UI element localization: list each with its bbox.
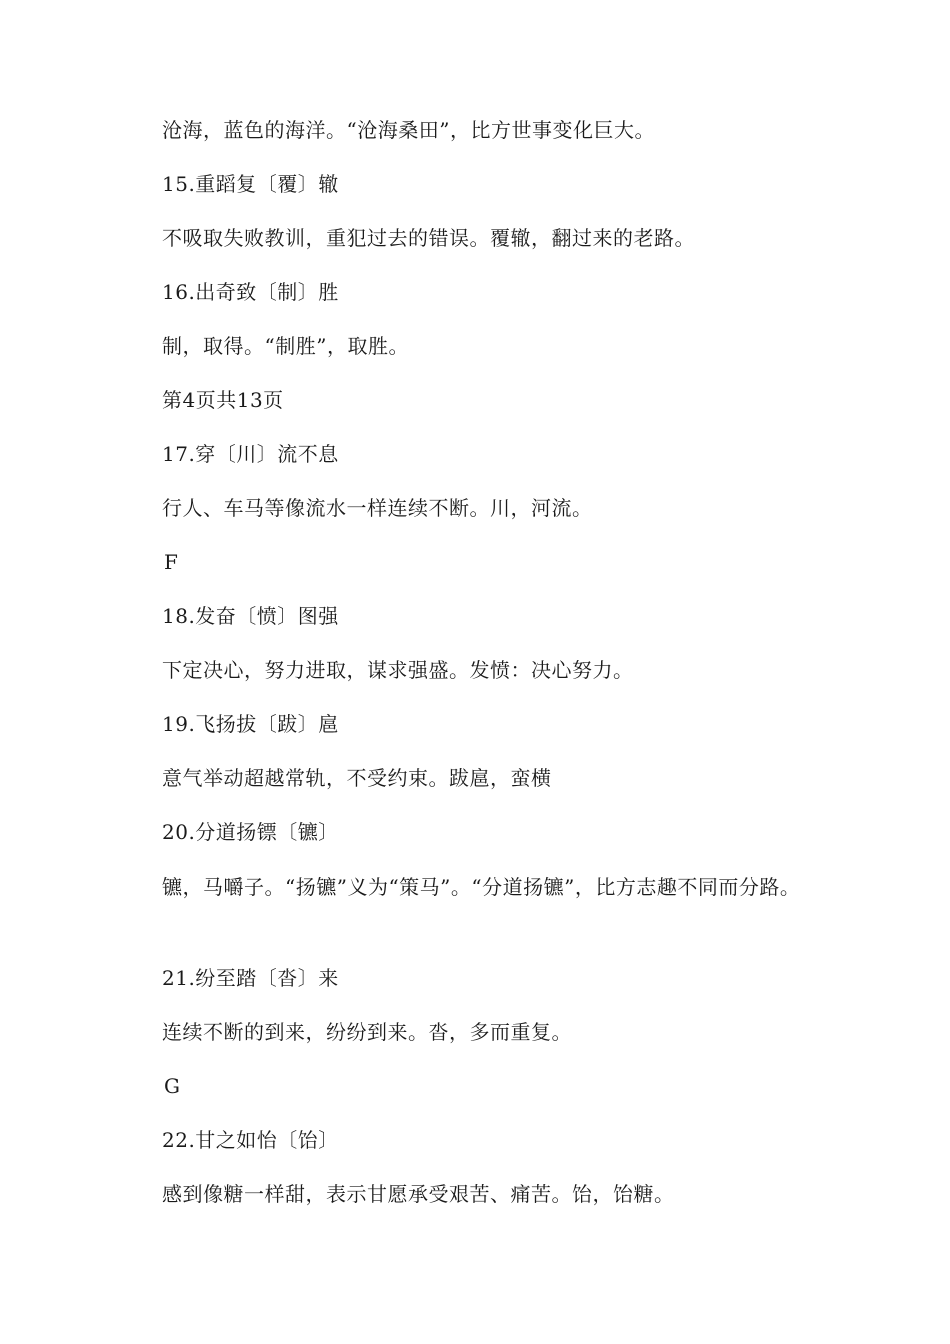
definition-line: 感到像糖一样甜，表示甘愿承受艰苦、痛苦。饴，饴糖。	[162, 1182, 675, 1206]
definition-line: 下定决心，努力进取，谋求强盛。发愤：决心努力。	[162, 658, 634, 682]
idiom-heading: 17.穿〔川〕流不息	[162, 442, 339, 466]
section-letter: G	[164, 1074, 181, 1098]
idiom-heading: 21.纷至踏〔沓〕来	[162, 966, 339, 990]
idiom-heading: 18.发奋〔愤〕图强	[162, 604, 339, 628]
definition-line: 不吸取失败教训，重犯过去的错误。覆辙，翻过来的老路。	[162, 226, 695, 250]
page-number: 第4页共13页	[162, 388, 284, 412]
definition-line: 连续不断的到来，纷纷到来。沓，多而重复。	[162, 1020, 572, 1044]
definition-line: 意气举动超越常轨，不受约束。跋扈，蛮横	[162, 766, 552, 790]
idiom-heading: 20.分道扬镖〔镳〕	[162, 820, 339, 844]
idiom-heading: 22.甘之如怡〔饴〕	[162, 1128, 339, 1152]
idiom-heading: 16.出奇致〔制〕胜	[162, 280, 339, 304]
idiom-heading: 15.重蹈复〔覆〕辙	[162, 172, 339, 196]
idiom-heading: 19.飞扬拔〔跋〕扈	[162, 712, 339, 736]
definition-line: 行人、车马等像流水一样连续不断。川，河流。	[162, 496, 593, 520]
section-letter: F	[164, 550, 179, 574]
definition-paragraph: 镳，马嚼子。“扬镳”义为“策马”。“分道扬镳”，比方志趣不同而分路。	[162, 875, 801, 899]
definition-line: 制，取得。“制胜”，取胜。	[162, 334, 409, 358]
definition-line: 沧海，蓝色的海洋。“沧海桑田”，比方世事变化巨大。	[162, 118, 655, 142]
